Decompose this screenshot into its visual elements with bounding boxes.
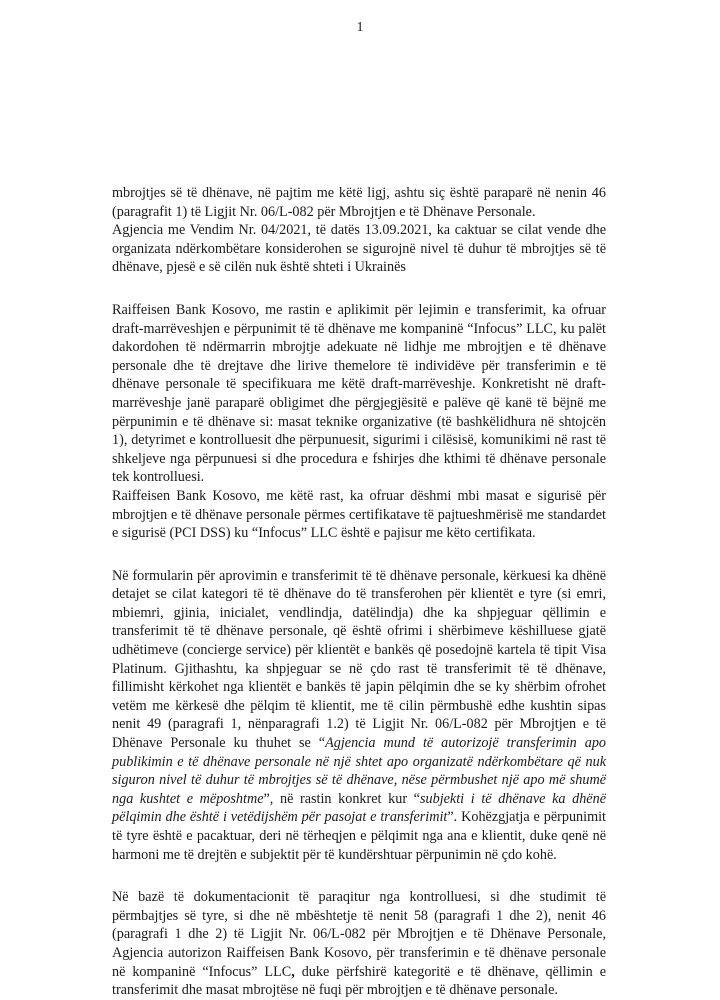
paragraph <box>112 184 606 221</box>
document-body <box>112 184 606 1000</box>
paragraph-gap <box>112 864 606 888</box>
paragraph <box>112 301 606 487</box>
page-number: 1 <box>356 20 364 35</box>
paragraph-text: ”, në rastin konkret kur “ <box>263 790 420 807</box>
paragraph <box>112 221 606 277</box>
paragraph-text: , <box>291 963 295 980</box>
paragraph <box>112 487 606 543</box>
paragraph-text: mbrojtjes së të dhënave, në pajtim me këtë ligj, ashtu siç është paraparë në nenin 46 (paragrafit 1) të Ligjit Nr. 06/L-082 për Mbrojtjen e të Dhënave Personale. <box>112 185 606 220</box>
paragraph-text: Raiffeisen Bank Kosovo, me këtë rast, ka ofruar dëshmi mbi masat e sigurisë për mbrojtjen e të dhënave personale përmes certifikatave të pajtueshmërisë me standardet e sigurisë (PCI DSS) ku “Infocus” LLC është e pajisur me këto certifikata. <box>112 487 606 542</box>
paragraph-text: ”. Kohëzgjatja e përpunimit të tyre është e pacaktuar, deri në tërheqjen e pëlqimit nga ana e klientit, duke qenë në harmoni me të drejtën e subjektit për të kundërshtuar përpunimin në çdo kohë. <box>112 809 606 863</box>
quoted-italic-text: subjekti i të dhënave ka dhënë pëlqimin dhe është i vetëdijshëm për pasojat e transferimit <box>112 790 606 826</box>
paragraph-text: duke përfshirë kategoritë e të dhënave, qëllimin e transferimit dhe masat mbrojtëse në fuqi për mbrojtjen e të dhënave personale. <box>112 963 606 999</box>
paragraph-text: Agjencia me Vendim Nr. 04/2021, të datës 13.09.2021, ka caktuar se cilat vende dhe organizata ndërkombëtare konsiderohen se sigurojnë nivel të duhur të mbrojtjes së të dhënave, pjesë e së cilën nuk është shteti i Ukrainës <box>112 222 606 276</box>
paragraph <box>112 567 606 865</box>
quoted-italic-text: Agjencia mund të autorizojë transferimin apo publikimin e të dhënave personale në një shtet apo organizatë ndërkombëtare që nuk siguron nivel të duhur të mbrojtjes së të dhënave, nëse përmbushet një apo më shumë nga kushtet e mëposhtme <box>112 735 607 807</box>
paragraph-gap <box>112 543 606 567</box>
paragraph-text: Raiffeisen Bank Kosovo, me rastin e aplikimit për lejimin e transferimit, ka ofruar draft-marrëveshjen e përpunimit të të dhënave me kompaninë “Infocus” LLC, ku palët dakordohen të ndërmarrin mbrojtje adekuate në lidhje me mbrojtjen e të dhënave personale dhe të drejtave dhe lirive themelore të individëve për transferimin e të dhënave personale të specifikuara me këtë draft-marrëveshje. Konkretisht në draft-marrëveshje janë paraparë obligimet dhe përgjegjësitë e palëve që kanë të bëjnë me përpunimin e të dhënave si: masat teknike organizative (të bashkëlidhura në shtojcën 1), detyrimet e kontrolluesit dhe përpunuesit, sigurimi i cilësisë, komunikimi në rast të shkeljeve nga përpunuesi si dhe procedura e fshirjes dhe kthimi të dhënave personale tek kontrolluesi. <box>112 301 606 486</box>
paragraph-text: Në formularin për aprovimin e transferimit të të dhënave personale, kërkuesi ka dhënë detajet se cilat kategori të të dhënave do të transferohen për klientët e tyre (si emri, mbiemri, gjinia, inicialet, vendlindja, datëlindja) dhe ka shpjeguar qëllimin e transferimit të të dhënave personale, që është ofrimi i shërbimeve këshilluese gjatë udhëtimeve (concierge service) për klientët e bankës që posedojnë kartela të tipit Visa Platinum. Gjithashtu, ka shpjeguar se në çdo rast të transferimit të të dhënave, fillimisht kërkohet nga klientët e bankës të japin pëlqimin dhe se ky shërbim ofrohet vetëm me kërkesë dhe pëlqim të klientit, me të cilin përmbushë edhe kushtin sipas nenit 49 (paragrafi 1, nënparagrafi 1.2) të Ligjit Nr. 06/L-082 për Mbrojtjen e të Dhënave Personale ku thuhet se “ <box>112 567 606 752</box>
paragraph <box>112 888 606 1000</box>
paragraph-gap <box>112 277 606 301</box>
paragraph-text: Në bazë të dokumentacionit të paraqitur nga kontrolluesi, si dhe studimit të përmbajtjes së tyre, si dhe në mbështetje të nenit 58 (paragrafi 1 dhe 2), nenit 46 (paragrafi 1 dhe 2) të Ligjit Nr. 06/L-082 për Mbrojtjen e të Dhënave Personale, Agjencia autorizon Raiffeisen Bank Kosovo, për transferimin e të dhënave personale në kompaninë “Infocus” LLC <box>112 889 606 980</box>
